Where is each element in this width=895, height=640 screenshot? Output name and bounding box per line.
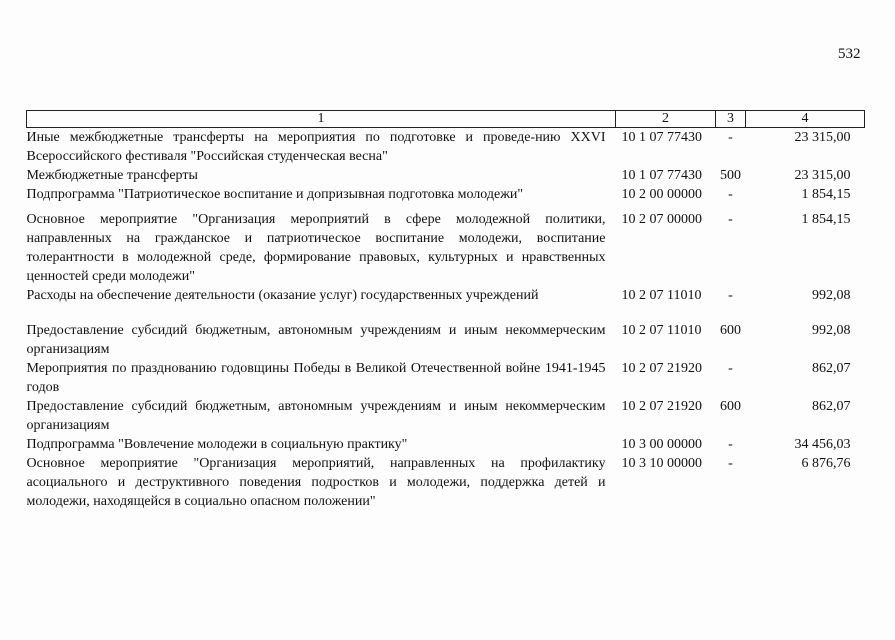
row-name: Иные межбюджетные трансферты на мероприятия по подготовке и проведе-нию XXVI Всероссийского фестиваля "Российская студенческая весна" (26, 130, 606, 164)
row-code: 10 2 07 00000 (621, 212, 702, 227)
row-sum: 862,07 (812, 399, 851, 414)
row-name: Подпрограмма "Вовлечение молодежи в социальную практику" (26, 437, 408, 452)
row-sum: 1 854,15 (801, 187, 851, 202)
row-sum: 992,08 (812, 323, 851, 338)
row-type: - (728, 456, 733, 471)
table-row (27, 185, 865, 204)
row-name: Предоставление субсидий бюджетным, автономным учреждениям и иным некоммерческим организациям (26, 323, 606, 357)
row-type: - (728, 212, 733, 227)
row-type: - (728, 130, 733, 145)
row-type: 600 (720, 399, 741, 414)
row-name: Предоставление субсидий бюджетным, автономным учреждениям и иным некоммерческим организациям (26, 399, 606, 433)
row-sum: 992,08 (812, 288, 851, 303)
row-sum: 23 315,00 (794, 168, 851, 183)
row-code: 10 2 00 00000 (621, 187, 702, 202)
header-col-4: 4 (746, 111, 865, 128)
row-type: 500 (720, 168, 741, 183)
row-name: Межбюджетные трансферты (26, 168, 198, 183)
row-type: - (728, 288, 733, 303)
row-type: - (728, 361, 733, 376)
table-row (27, 128, 865, 167)
header-col-3: 3 (716, 111, 746, 128)
table-row (27, 454, 865, 511)
row-type: 600 (720, 323, 741, 338)
header-col-2: 2 (616, 111, 716, 128)
row-code: 10 2 07 21920 (621, 361, 702, 376)
row-code: 10 1 07 77430 (621, 130, 702, 145)
table-row (27, 359, 865, 397)
budget-table (26, 110, 865, 511)
row-sum: 6 876,76 (801, 456, 851, 471)
row-sum: 1 854,15 (801, 212, 851, 227)
row-code: 10 3 00 00000 (621, 437, 702, 452)
table-row (27, 286, 865, 305)
header-col-1: 1 (27, 111, 616, 128)
table-row (27, 204, 865, 286)
row-name: Мероприятия по празднованию годовщины Победы в Великой Отечественной войне 1941-1945 годов (26, 361, 606, 395)
table-row (27, 435, 865, 454)
row-sum: 34 456,03 (794, 437, 851, 452)
row-code: 10 2 07 11010 (621, 323, 702, 338)
table-row (27, 166, 865, 185)
row-type: - (728, 187, 733, 202)
row-sum: 862,07 (812, 361, 851, 376)
row-code: 10 1 07 77430 (621, 168, 702, 183)
table-header-row (27, 111, 865, 128)
row-name: Основное мероприятие "Организация мероприятий в сфере молодежной политики, направленных на гражданское и патриотическое воспитание молодежи, воспитание толерантности в молодежной среде, формирование правовых, культурных и нравственных ценностей среди молодежи" (26, 212, 606, 284)
table-row (27, 397, 865, 435)
row-sum: 23 315,00 (794, 130, 851, 145)
table-row (27, 305, 865, 359)
row-code: 10 2 07 11010 (621, 288, 702, 303)
row-type: - (728, 437, 733, 452)
row-code: 10 3 10 00000 (621, 456, 702, 471)
row-name: Основное мероприятие "Организация мероприятий, направленных на профилактику асоциального и деструктивного поведения подростков и молодежи, поддержка детей и молодежи, находящейся в социально опасном положении" (26, 456, 606, 509)
row-name: Подпрограмма "Патриотическое воспитание и допризывная подготовка молодежи" (26, 187, 524, 202)
row-code: 10 2 07 21920 (621, 399, 702, 414)
row-name: Расходы на обеспечение деятельности (оказание услуг) государственных учреждений (26, 288, 539, 303)
page-number: 532 (838, 46, 861, 62)
